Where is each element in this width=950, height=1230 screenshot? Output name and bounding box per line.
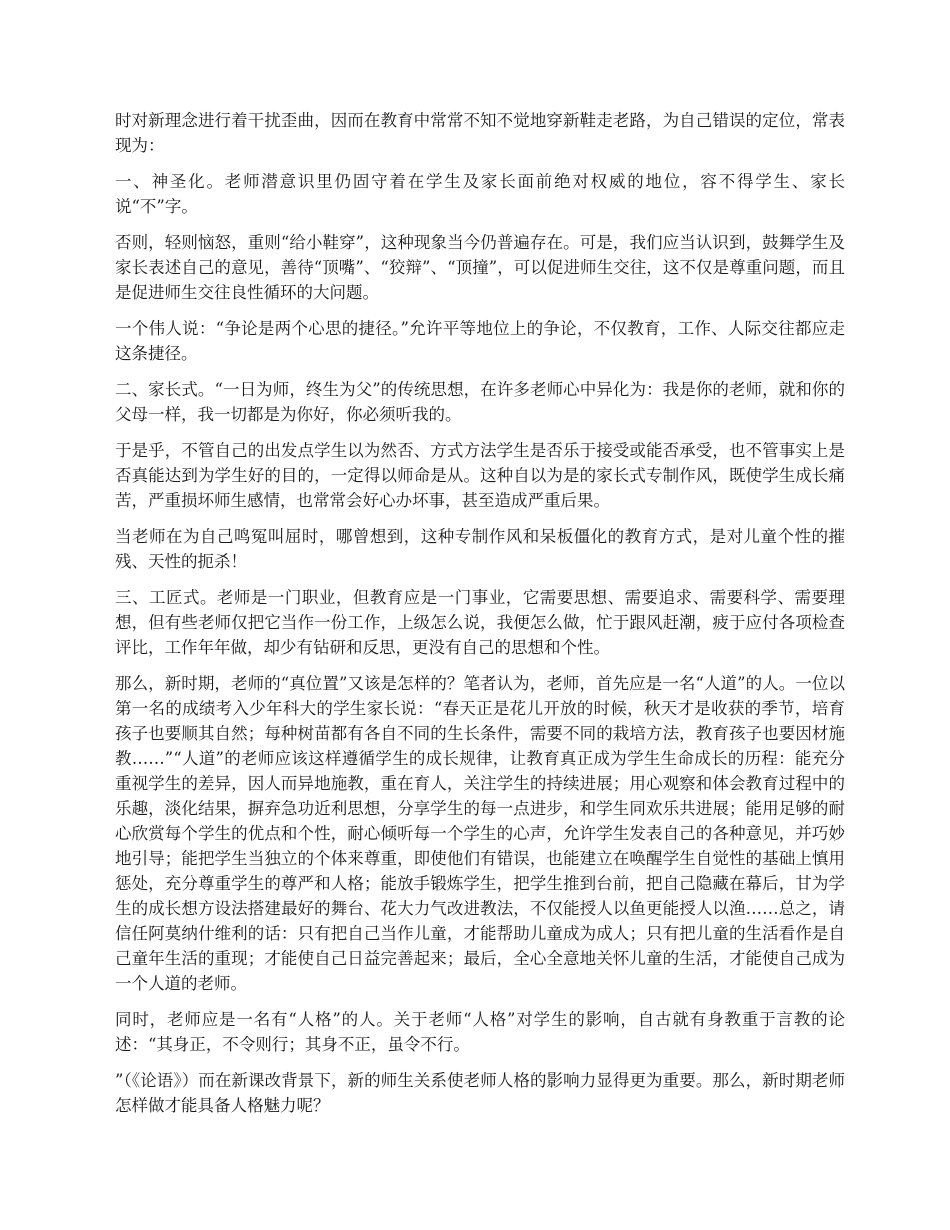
paragraph-11: ”（《论语》）而在新课改背景下，新的师生关系使老师人格的影响力显得更为重要。那么，新时期老师怎样做才能具备人格魅力呢？ — [115, 1071, 845, 1115]
paragraph-1: 时对新理念进行着干扰歪曲，因而在教育中常常不知不觉地穿新鞋走老路，为自己错误的定位，常表现为： — [115, 111, 845, 155]
paragraph-8: 三、工匠式。老师是一门职业，但教育应是一门事业，它需要思想、需要追求、需要科学、需要理想，但有些老师仅把它当作一份工作，上级怎么说，我便怎么做，忙于跟风赶潮，疲于应付各项检查评比，工作年年做，却少有钻研和反思，更没有自己的思想和个性。 — [115, 588, 845, 657]
paragraph-4: 一个伟人说：“争论是两个心思的捷径。”允许平等地位上的争论，不仅教育，工作、人际交往都应走这条捷径。 — [115, 319, 845, 363]
paragraph-7: 当老师在为自己鸣冤叫屈时，哪曾想到，这种专制作风和呆板僵化的教育方式，是对儿童个性的摧残、天性的扼杀！ — [115, 527, 845, 571]
paragraph-10: 同时，老师应是一名有“人格”的人。关于老师“人格”对学生的影响，自古就有身教重于言教的论述：“其身正，不令则行；其身不正，虽令不行。 — [115, 1010, 845, 1054]
document-body — [115, 108, 845, 1129]
paragraph-9: 那么，新时期，老师的“真位置”又该是怎样的？笔者认为，老师，首先应是一名“人道”的人。一位以第一名的成绩考入少年科大的学生家长说：“春天正是花儿开放的时候，秋天才是收获的季节，培育孩子也要顺其自然；每种树苗都有各自不同的生长条件，需要不同的栽培方法，教育孩子也要因材施教……”“人道”的老师应该这样遵循学生的成长规律，让教育真正成为学生生命成长的历程：能充分重视学生的差异，因人而异地施教，重在育人，关注学生的持续进展；用心观察和体会教育过程中的乐趣，淡化结果，摒弃急功近利思想，分享学生的每一点进步，和学生同欢乐共进展；能用足够的耐心欣赏每个学生的优点和个性，耐心倾听每一个学生的心声，允许学生发表自己的各种意见，并巧妙地引导；能把学生当独立的个体来尊重，即使他们有错误，也能建立在唤醒学生自觉性的基础上慎用惩处，充分尊重学生的尊严和人格；能放手锻炼学生，把学生推到台前，把自己隐藏在幕后，甘为学生的成长想方设法搭建最好的舞台、花大力气改进教法，不仅能授人以鱼更能授人以渔……总之，请信任阿莫纳什维利的话：只有把自己当作儿童，才能帮助儿童成为成人；只有把儿童的生活看作是自己童年生活的重现；才能使自己日益完善起来；最后，全心全意地关怀儿童的生活，才能使自己成为一个人道的老师。 — [115, 674, 845, 993]
paragraph-5: 二、家长式。“一日为师，终生为父”的传统思想，在许多老师心中异化为：我是你的老师，就和你的父母一样，我一切都是为你好，你必须听我的。 — [115, 380, 845, 424]
paragraph-2: 一、神圣化。老师潜意识里仍固守着在学生及家长面前绝对权威的地位，容不得学生、家长说“不”字。 — [115, 172, 845, 216]
paragraph-6: 于是乎，不管自己的出发点学生以为然否、方式方法学生是否乐于接受或能否承受，也不管事实上是否真能达到为学生好的目的，一定得以师命是从。这种自以为是的家长式专制作风，既使学生成长痛苦，严重损坏师生感情，也常常会好心办坏事，甚至造成严重后果。 — [115, 441, 845, 510]
paragraph-3: 否则，轻则恼怒，重则“给小鞋穿”，这种现象当今仍普遍存在。可是，我们应当认识到，鼓舞学生及家长表述自己的意见，善待“顶嘴”、“狡辩”、“顶撞”，可以促进师生交往，这不仅是尊重问题，而且是促进师生交往良性循环的大问题。 — [115, 233, 845, 302]
